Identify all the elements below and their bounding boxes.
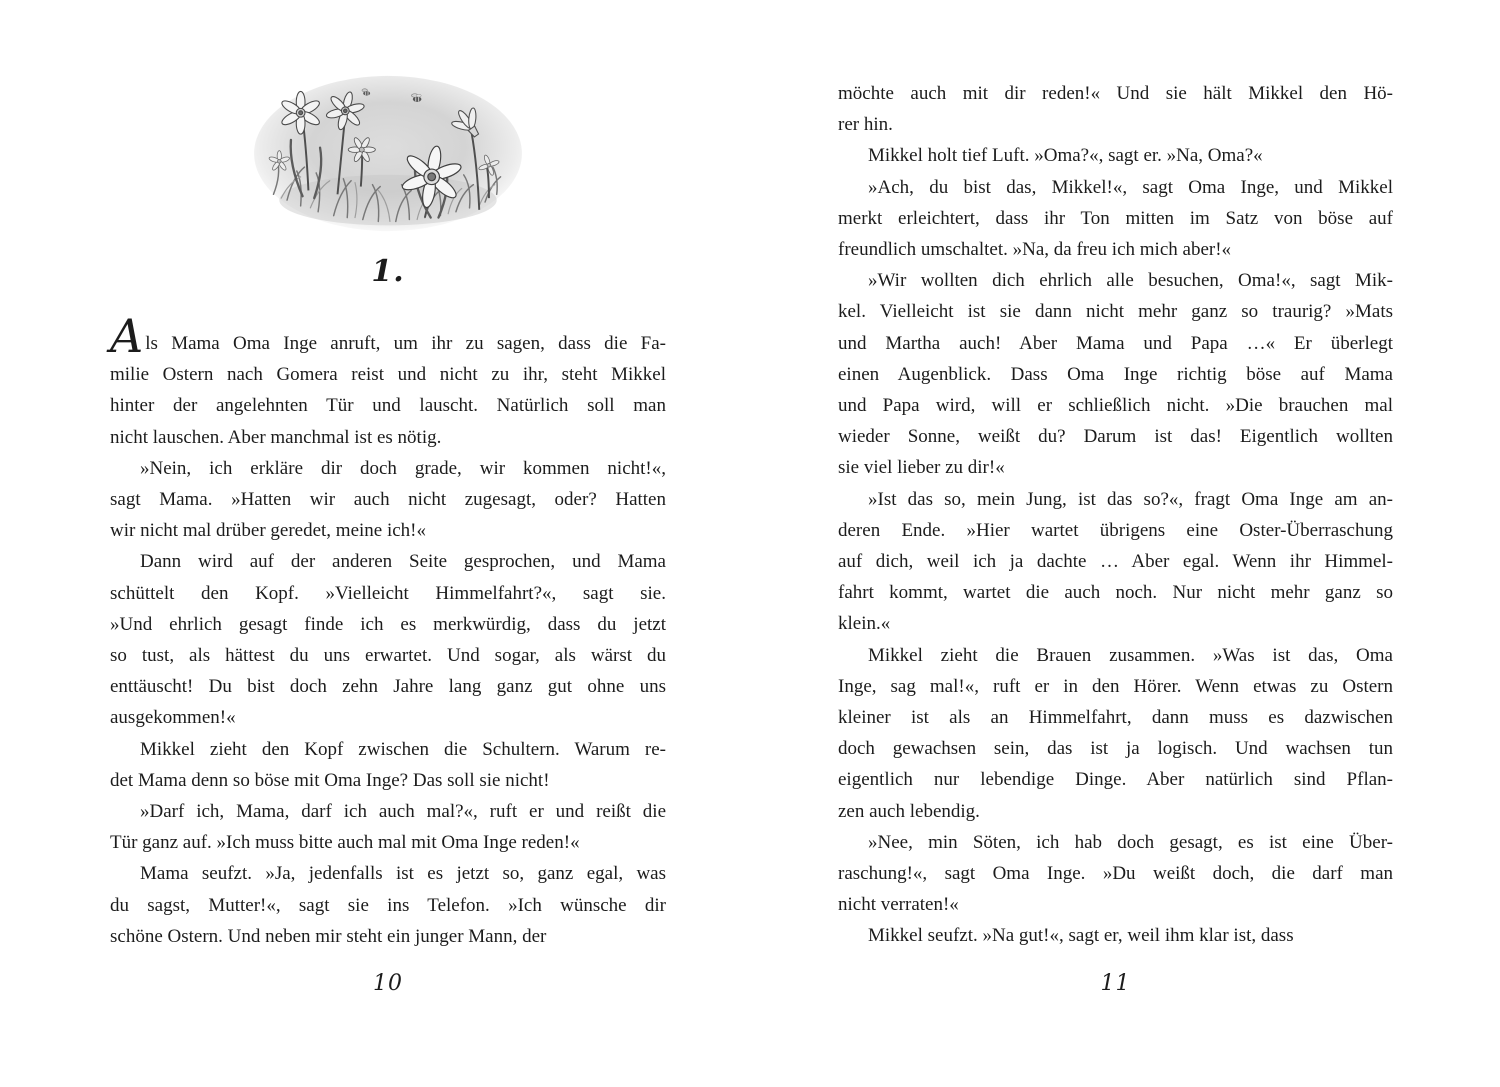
text-line: einen Augenblick. Dass Oma Inge richtig böse auf Mama — [838, 363, 1393, 385]
left-page — [110, 0, 666, 998]
left-page-number: 10 — [373, 971, 403, 997]
drop-cap-initial: A — [110, 309, 144, 363]
text-line: Mikkel holt tief Luft. »Oma?«, sagt er. »Na, Oma?« — [868, 145, 1263, 167]
text-line: Als Mama Oma Inge anruft, um ihr zu sagen, dass die Fa- — [110, 309, 666, 363]
text-line: eigentlich nur lebendige Dinge. Aber natürlich sind Pflan- — [838, 769, 1393, 791]
text-line: und Martha auch! Aber Mama und Papa …« Er überlegt — [838, 332, 1393, 354]
text-line: du sagst, Mutter!«, sagt sie ins Telefon. »Ich wünsche dir — [110, 894, 666, 916]
text-line: schöne Ostern. Und neben mir steht ein junger Mann, der — [110, 925, 547, 947]
text-line: Inge, sag mal!«, ruft er in den Hörer. Wenn etwas zu Ostern — [838, 675, 1393, 697]
text-line: Mama seufzt. »Ja, jedenfalls ist es jetzt so, ganz egal, was — [140, 863, 666, 885]
text-line: Mikkel seufzt. »Na gut!«, sagt er, weil ihm klar ist, dass — [868, 925, 1294, 947]
text-line: »Darf ich, Mama, darf ich auch mal?«, ruft er und reißt die — [140, 801, 666, 823]
text-line: deren Ende. »Hier wartet übrigens eine Oster-Überraschung — [838, 519, 1393, 541]
text-line: wieder Sonne, weißt du? Darum ist das! Eigentlich wollten — [838, 426, 1393, 448]
text-line: »Ach, du bist das, Mikkel!«, sagt Oma Inge, und Mikkel — [868, 176, 1393, 198]
text-line: »Ist das so, mein Jung, ist das so?«, fragt Oma Inge am an- — [868, 488, 1393, 510]
chapter-number: 1. — [371, 254, 405, 289]
text-line: »Nee, min Söten, ich hab doch gesagt, es ist eine Über- — [868, 831, 1393, 853]
daffodil-meadow-illustration — [252, 72, 524, 237]
text-line: nicht verraten!« — [838, 894, 959, 916]
text-line: »Und ehrlich gesagt finde ich es merkwürdig, dass du jetzt — [110, 613, 666, 635]
text-line: schüttelt den Kopf. »Vielleicht Himmelfahrt?«, sagt sie. — [110, 582, 666, 604]
text-line: hinter der angelehnten Tür und lauscht. Natürlich soll man — [110, 395, 666, 417]
text-line: Mikkel zieht den Kopf zwischen die Schultern. Warum re- — [140, 738, 666, 760]
text-line: merkt erleichtert, dass ihr Ton mitten im Satz von böse auf — [838, 207, 1393, 229]
text-line: »Nein, ich erkläre dir doch grade, wir kommen nicht!«, — [140, 457, 666, 479]
text-line: milie Ostern nach Gomera reist und nicht zu ihr, steht Mikkel — [110, 364, 666, 386]
text-line: »Wir wollten dich ehrlich alle besuchen, Oma!«, sagt Mik- — [868, 270, 1393, 292]
text-line: möchte auch mit dir reden!« Und sie hält Mikkel den Hö- — [838, 83, 1393, 104]
text-line: sagt Mama. »Hatten wir auch nicht zugesagt, oder? Hatten — [110, 489, 666, 511]
text-line: det Mama denn so böse mit Oma Inge? Das soll sie nicht! — [110, 769, 550, 791]
text-line: Dann wird auf der anderen Seite gesprochen, und Mama — [140, 551, 666, 573]
text-line: Tür ganz auf. »Ich muss bitte auch mal mit Oma Inge reden!« — [110, 832, 580, 854]
text-line: und Papa wird, will er schließlich nicht. »Die brauchen mal — [838, 395, 1393, 417]
text-line: doch gewachsen sein, das ist ja logisch. Und wachsen tun — [838, 738, 1393, 760]
left-page-text — [110, 309, 666, 952]
text-line: freundlich umschaltet. »Na, da freu ich mich aber!« — [838, 239, 1232, 261]
chapter-illustration-frame — [252, 72, 524, 236]
text-line: kleiner ist als an Himmelfahrt, dann muss es dazwischen — [838, 707, 1393, 729]
right-page-number: 11 — [1100, 970, 1131, 996]
text-line: rer hin. — [838, 114, 893, 136]
text-line: ausgekommen!« — [110, 707, 236, 729]
text-line: Mikkel zieht die Brauen zusammen. »Was ist das, Oma — [868, 644, 1393, 666]
text-line: klein.« — [838, 613, 891, 635]
text-line: fahrt kommt, wartet die auch noch. Nur nicht mehr ganz so — [838, 582, 1393, 604]
text-line: auf dich, weil ich ja dachte … Aber egal. Wenn ihr Himmel- — [838, 551, 1393, 573]
text-line: enttäuscht! Du bist doch zehn Jahre lang ganz gut ohne uns — [110, 676, 666, 698]
text-line: sie viel lieber zu dir!« — [838, 457, 1005, 479]
text-line: so tust, als hättest du uns erwartet. Und sogar, als wärst du — [110, 645, 666, 667]
right-page-text — [838, 78, 1393, 952]
text-line: nicht lauschen. Aber manchmal ist es nötig. — [110, 426, 442, 448]
right-page — [838, 0, 1393, 998]
text-line: zen auch lebendig. — [838, 800, 980, 822]
text-line: raschung!«, sagt Oma Inge. »Du weißt doch, die darf man — [838, 863, 1393, 885]
text-line: wir nicht mal drüber geredet, meine ich!« — [110, 520, 427, 542]
text-line: kel. Vielleicht ist sie dann nicht mehr ganz so traurig? »Mats — [838, 301, 1393, 323]
